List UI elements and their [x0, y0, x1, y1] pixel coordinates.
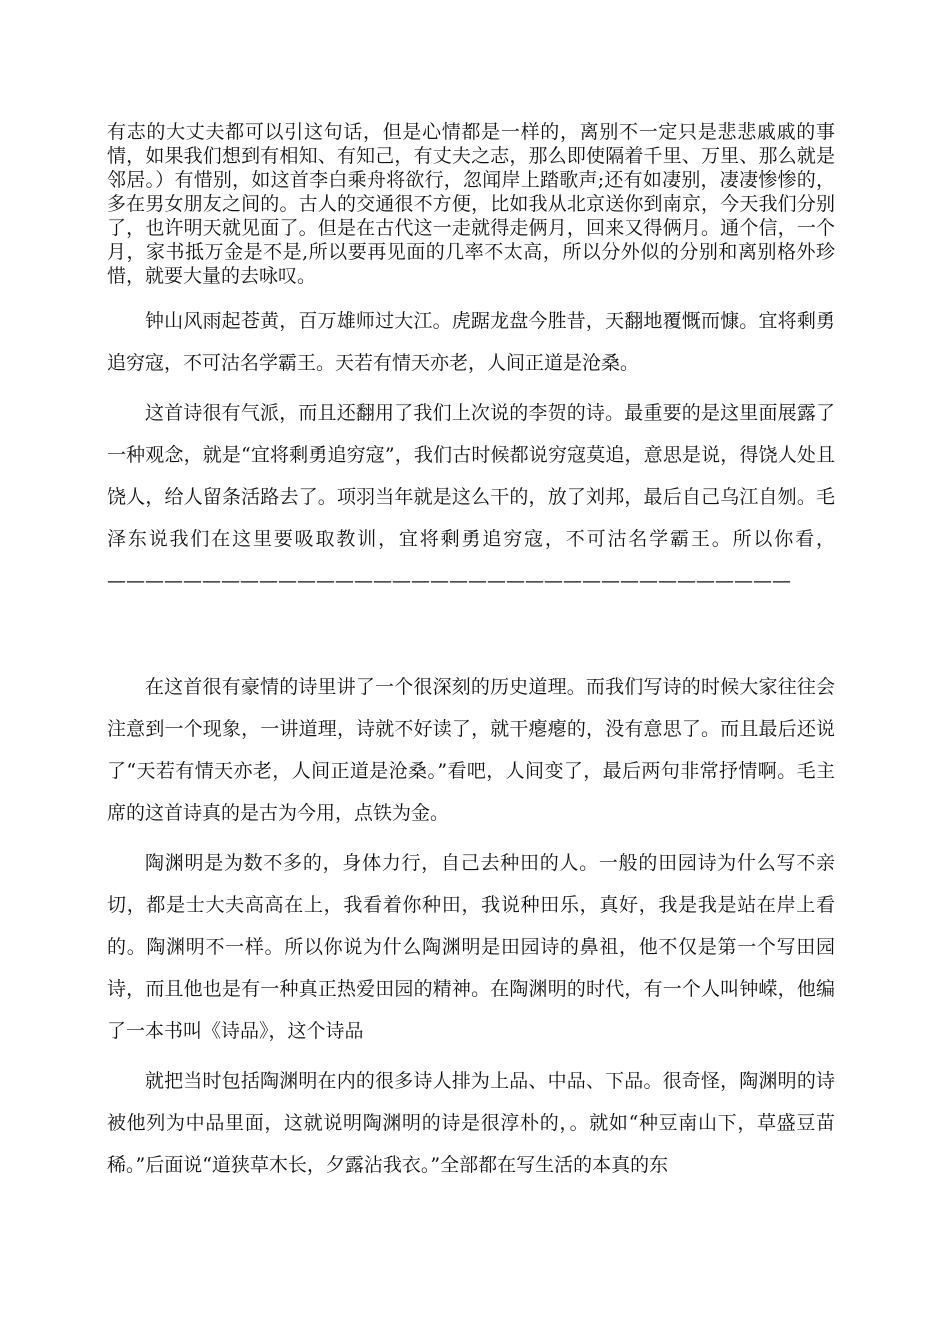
paragraph-history-lesson: 在这首很有豪情的诗里讲了一个很深刻的历史道理。而我们写诗的时候大家往往会注意到一个现象，一讲道理，诗就不好读了，就干瘪瘪的，没有意思了。而且最后还说了“天若有情天亦老，人间正道是沧桑。”看吧，人间变了，最后两句非常抒情啊。毛主席的这首诗真的是古为今用，点铁为金。	[107, 676, 835, 824]
document-page	[107, 120, 835, 1194]
paragraph-tao-yuanming: 陶渊明是为数不多的，身体力行，自己去种田的人。一般的田园诗为什么写不亲切，都是士大夫高高在上，我看着你种田，我说种田乐，真好，我是我是站在岸上看的。陶渊明不一样。所以你说为什么陶渊明是田园诗的鼻祖，他不仅是第一个写田园诗，而且他也是有一种真正热爱田园的精神。在陶渊明的时代，有一个人叫钟嵘，他编了一本书叫《诗品》，这个诗品	[107, 852, 835, 1042]
paragraph-poem-commentary: 这首诗很有气派，而且还翻用了我们上次说的李贺的诗。最重要的是这里面展露了一种观念，就是“宜将剩勇追穷寇”，我们古时候都说穷寇莫追，意思是说，得饶人处且饶人，给人留条活路去了。项羽当年就是这么干的，放了刘邦，最后自己乌江自刎。毛泽东说我们在这里要吸取教训，宜将剩勇追穷寇，不可沽名学霸王。所以你看，————————————————————————————————————	[107, 402, 835, 592]
paragraph-farewell: 有志的大丈夫都可以引这句话，但是心情都是一样的，离别不一定只是悲悲戚戚的事情，如果我们想到有相知、有知己，有丈夫之志，那么即使隔着千里、万里、那么就是邻居。）有惜别，如这首李白乘舟将欲行，忽闻岸上踏歌声;还有如凄别，凄凄惨惨的，多在男女朋友之间的。古人的交通很不方便，比如我从北京送你到南京，今天我们分别了，也许明天就见面了。但是在古代这一走就得走俩月，回来又得俩月。通个信，一个月，家书抵万金是不是,所以要再见面的几率不太高，所以分外似的分别和离别格外珍惜，就要大量的去咏叹。	[107, 121, 835, 287]
paragraph-poem: 钟山风雨起苍黄，百万雄师过大江。虎踞龙盘今胜昔，天翻地覆慨而慷。宜将剩勇追穷寇，不可沽名学霸王。天若有情天亦老，人间正道是沧桑。	[107, 310, 835, 374]
paragraph-shipin: 就把当时包括陶渊明在内的很多诗人排为上品、中品、下品。很奇怪，陶渊明的诗被他列为中品里面，这就说明陶渊明的诗是很淳朴的，。就如“种豆南山下，草盛豆苗稀。”后面说“道狭草木长，夕露沾我衣。”全部都在写生活的本真的东	[107, 1070, 835, 1176]
section-gap	[107, 610, 835, 666]
